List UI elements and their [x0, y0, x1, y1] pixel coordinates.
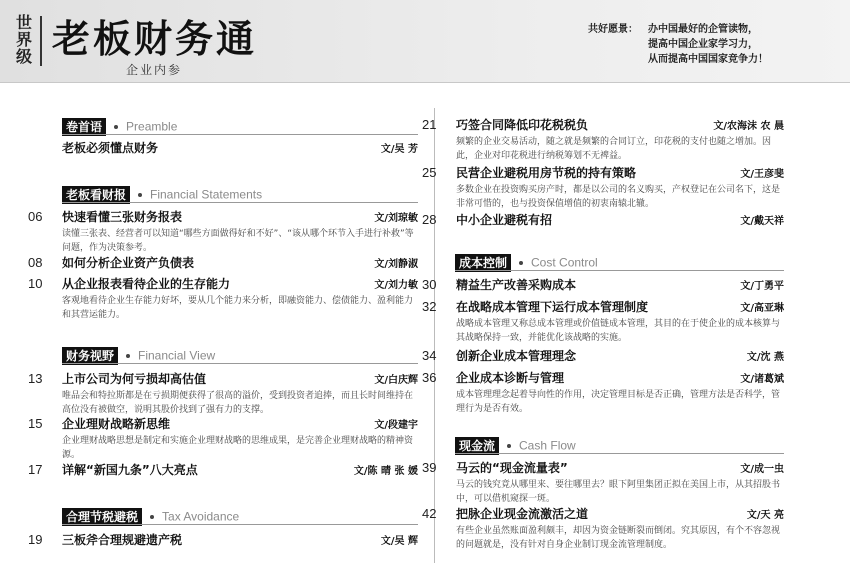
- page-number: 39: [422, 460, 437, 475]
- article-author: 文/天 亮: [746, 510, 784, 521]
- header-banner: [0, 0, 850, 83]
- section-subtitle: Cash Flow: [519, 438, 576, 453]
- section-rule: [62, 524, 418, 525]
- section-rule: [62, 134, 418, 135]
- page-number: 19: [28, 532, 43, 547]
- page-number: 36: [422, 370, 437, 385]
- article-author: 文/吴 辉: [380, 536, 418, 547]
- page-number: 34: [422, 348, 437, 363]
- bullet-icon: [126, 354, 130, 358]
- article-summary: 频繁的企业交易活动，随之就是频繁的合同订立，印花税的支付也随之增加。因此，企业对印花税进行纳税筹划不无裨益。: [456, 137, 772, 161]
- section-title: 财务视野: [62, 347, 118, 365]
- article-summary: 战略成本管理又称总成本管理或价值链成本管理，其目的在于使企业的成本核算与其战略保持一致，并能优化该战略的实施。: [456, 319, 781, 343]
- article-author: 文/戴天祥: [740, 216, 784, 227]
- section-header-financial-statements: [62, 184, 418, 202]
- section-subtitle: Cost Control: [531, 255, 598, 270]
- section-header-cost-control: [455, 252, 784, 270]
- page-number: 42: [422, 506, 437, 521]
- article-author: 文/吴 芳: [380, 144, 418, 155]
- section-rule: [455, 270, 784, 271]
- article-author: 文/刘力敏: [374, 280, 418, 291]
- article-title[interactable]: 企业成本诊断与管理: [456, 371, 565, 385]
- article-title[interactable]: 创新企业成本管理理念: [456, 349, 577, 363]
- article-title[interactable]: 把脉企业现金流激活之道: [456, 507, 589, 521]
- article-author: 文/农海沫 农 晨: [713, 121, 784, 132]
- article-author: 文/丁勇平: [740, 281, 784, 292]
- page-number: 30: [422, 277, 437, 292]
- article-author: 文/陈 晴 张 媛: [353, 466, 418, 477]
- page-number: 21: [422, 117, 437, 132]
- page-number: 25: [422, 165, 437, 180]
- vision-line: 提高中国企业家学习力，: [648, 39, 758, 50]
- section-subtitle: Tax Avoidance: [162, 509, 240, 524]
- section-rule: [455, 453, 784, 454]
- section-title: 现金流: [455, 437, 499, 455]
- section-subtitle: Financial Statements: [150, 187, 263, 202]
- section-header-tax-avoidance: [62, 506, 418, 524]
- section-header-cash-flow: [455, 435, 784, 453]
- page-number: 10: [28, 276, 43, 291]
- article-author: 文/诸葛斌: [740, 374, 784, 385]
- title-divider: [40, 16, 42, 66]
- article-title[interactable]: 三板斧合理规避遗产税: [62, 533, 183, 547]
- article-summary: 读懂三张表、经营者可以知道“哪些方面做得好和不好”、“该从哪个环节入手进行补救”等问题，作为决策参考。: [62, 229, 414, 253]
- section-rule: [62, 363, 418, 364]
- bullet-icon: [150, 515, 154, 519]
- article-author: 文/王彦斐: [740, 169, 784, 180]
- section-subtitle: Financial View: [138, 348, 216, 363]
- article-title[interactable]: 马云的“现金流量表”: [456, 461, 568, 475]
- section-header-financial-view: [62, 345, 418, 363]
- page-number: 13: [28, 371, 43, 386]
- page-number: 08: [28, 255, 43, 270]
- article-summary: 企业理财战略思想是制定和实施企业理财战略的思维成果，是完善企业理财战略的精神资源。: [62, 436, 414, 460]
- article-summary: 成本管理理念起着导向性的作用，决定管理目标是否正确，管理方法是否科学，管理行为是否有效。: [456, 390, 781, 414]
- article-author: 文/沈 燕: [746, 352, 784, 363]
- vertical-title: 世界级: [15, 13, 32, 66]
- page-number: 15: [28, 416, 43, 431]
- section-title: 成本控制: [455, 254, 511, 272]
- article-title[interactable]: 上市公司为何亏损却高估值: [62, 372, 207, 386]
- section-title: 老板看财报: [62, 186, 130, 204]
- section-header-preamble: [62, 116, 418, 134]
- bullet-icon: [507, 444, 511, 448]
- article-author: 文/高亚琳: [740, 303, 784, 314]
- bullet-icon: [114, 125, 118, 129]
- section-title: 合理节税避税: [62, 508, 142, 526]
- article-author: 文/段建宇: [374, 420, 418, 431]
- article-title[interactable]: 企业理财战略新思维: [62, 417, 171, 431]
- bullet-icon: [138, 193, 142, 197]
- section-rule: [62, 202, 418, 203]
- article-summary: 唯品会和特拉斯都是在亏损期便获得了很高的溢价，受到投资者追捧，而且长时间维持在高位没有被做空，说明其股价找到了强有力的支撑。: [62, 391, 414, 415]
- page-number: 17: [28, 462, 43, 477]
- article-title[interactable]: 从企业报表看待企业的生存能力: [62, 277, 231, 291]
- article-summary: 多数企业在投资购买房产时，都是以公司的名义购买，产权登记在公司名下，这是非常可惜的，也与投资保值增值的初衷南辕北辙。: [456, 185, 781, 209]
- article-author: 文/刘静淑: [374, 259, 418, 270]
- article-title[interactable]: 民营企业避税用房节税的持有策略: [456, 166, 637, 180]
- article-title[interactable]: 在战略成本管理下运行成本管理制度: [456, 300, 649, 314]
- page-number: 28: [422, 212, 437, 227]
- bullet-icon: [519, 261, 523, 265]
- article-summary: 客观地看待企业生存能力好坏，要从几个能力来分析，即融资能力、偿债能力、盈利能力和其营运能力。: [62, 296, 414, 320]
- magazine-title: 老板财务通: [52, 16, 258, 61]
- article-author: 文/成一虫: [740, 464, 784, 475]
- article-title[interactable]: 精益生产改善采购成本: [456, 278, 577, 292]
- magazine-subtitle: 企业内参: [126, 63, 183, 77]
- article-summary: 有些企业虽然账面盈利颇丰，却因为资金链断裂而倒闭。究其原因，有个不容忽视的问题就是，没有针对自身企业制订现金流管理制度。: [456, 526, 781, 550]
- article-title[interactable]: 快速看懂三张财务报表: [62, 210, 183, 224]
- section-title: 卷首语: [62, 118, 106, 136]
- page-number: 32: [422, 299, 437, 314]
- article-title[interactable]: 如何分析企业资产负债表: [62, 256, 195, 270]
- page-number: 06: [28, 209, 43, 224]
- article-title[interactable]: 老板必须懂点财务: [62, 141, 159, 155]
- article-title[interactable]: 中小企业避税有招: [456, 213, 553, 227]
- vision-line: 从而提高中国国家竞争力！: [648, 54, 768, 65]
- section-subtitle: Preamble: [126, 119, 178, 134]
- article-title[interactable]: 巧签合同降低印花税税负: [456, 118, 589, 132]
- article-summary: 马云的钱究竟从哪里来、要往哪里去？眼下阿里集团正拟在美国上市，从其招股书中，可以借机窥探一斑。: [456, 480, 781, 504]
- article-author: 文/刘琼敏: [374, 213, 418, 224]
- vision-label: 共好愿景：: [588, 24, 638, 35]
- article-title[interactable]: 详解“新国九条”八大亮点: [62, 463, 198, 477]
- vision-line: 办中国最好的企管读物，: [648, 24, 758, 35]
- article-author: 文/白庆辉: [374, 375, 418, 386]
